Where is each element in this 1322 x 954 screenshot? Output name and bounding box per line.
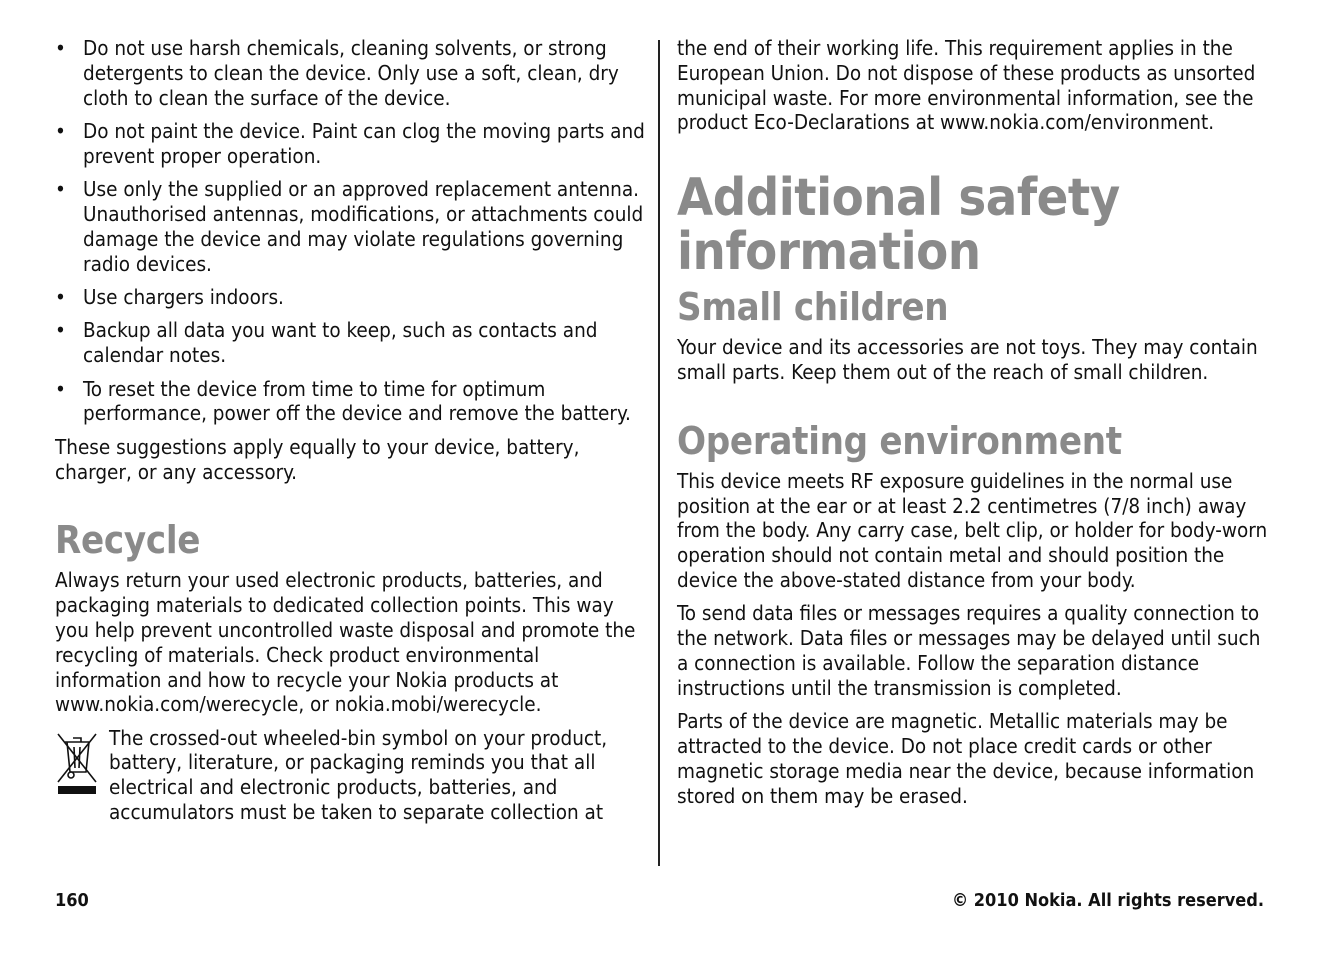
recycle-heading: Recycle	[55, 518, 201, 563]
list-item: • To reset the device from time to time for optimum performance, power off the device and remove the battery.	[55, 377, 647, 427]
list-item: • Do not use harsh chemicals, cleaning solvents, or strong detergents to clean the device. Only use a soft, clean, dry cloth to clean the surface of the device.	[55, 36, 647, 110]
bin-symbol-paragraph: The crossed-out wheeled-bin symbol on your product, battery, literature, or packaging reminds you that all electrical and electronic products, batteries, and accumulators must be taken to separate collection at	[109, 725, 608, 825]
care-bullet-list	[55, 36, 647, 426]
page-title: Additional safety information	[677, 168, 1120, 283]
operating-paragraph: This device meets RF exposure guidelines in the normal use position at the ear or at least 2.2 centimetres (7/8 inch) away from the body. Any carry case, belt clip, or holder for body-worn operation should not contain metal and should position the device the above-stated distance from your body.	[677, 468, 1268, 592]
operating-paragraph: Parts of the device are magnetic. Metallic materials may be attracted to the device. Do not place credit cards or other magnetic storage media near the device, because information stored on them may be erased.	[677, 709, 1255, 808]
list-item: • Do not paint the device. Paint can clog the moving parts and prevent proper operation.	[55, 119, 647, 169]
operating-paragraph: To send data files or messages requires a quality connection to the network. Data files or messages may be delayed until such a connection is available. Follow the separation distance instructions until the transmission is completed.	[677, 601, 1261, 700]
recycle-continued-paragraph: the end of their working life. This requirement applies in the European Union. Do not dispose of these products as unsorted municipal waste. For more environmental information, see the product Eco-Declarations at www.nokia.com/environment.	[677, 36, 1256, 135]
list-item: • Use chargers indoors.	[55, 285, 647, 310]
crossed-out-wheeled-bin-icon	[55, 728, 99, 798]
left-column	[55, 36, 647, 833]
right-column	[677, 36, 1269, 817]
list-item: • Backup all data you want to keep, such as contacts and calendar notes.	[55, 318, 647, 368]
bin-symbol-note	[55, 726, 647, 825]
small-children-paragraph: Your device and its accessories are not toys. They may contain small parts. Keep them out of the reach of small children.	[677, 335, 1258, 384]
small-children-heading: Small children	[677, 285, 949, 330]
column-divider	[658, 40, 660, 866]
copyright-notice: © 2010 Nokia. All rights reserved.	[951, 890, 1264, 911]
suggestions-paragraph: These suggestions apply equally to your device, battery, charger, or any accessory.	[55, 434, 580, 484]
list-item: • Use only the supplied or an approved replacement antenna. Unauthorised antennas, modifications, or attachments could damage the device and may violate regulations governing radio devices.	[55, 177, 647, 276]
recycle-paragraph: Always return your used electronic products, batteries, and packaging materials to dedicated collection points. This way you help prevent uncontrolled waste disposal and promote the recycling of materials. Check product environmental information and how to recycle your Nokia products at www.nokia.com/werecycle, or nokia.mobi/werecycle.	[55, 568, 636, 717]
operating-environment-heading: Operating environment	[677, 418, 1122, 463]
page-number: 160	[55, 890, 89, 911]
